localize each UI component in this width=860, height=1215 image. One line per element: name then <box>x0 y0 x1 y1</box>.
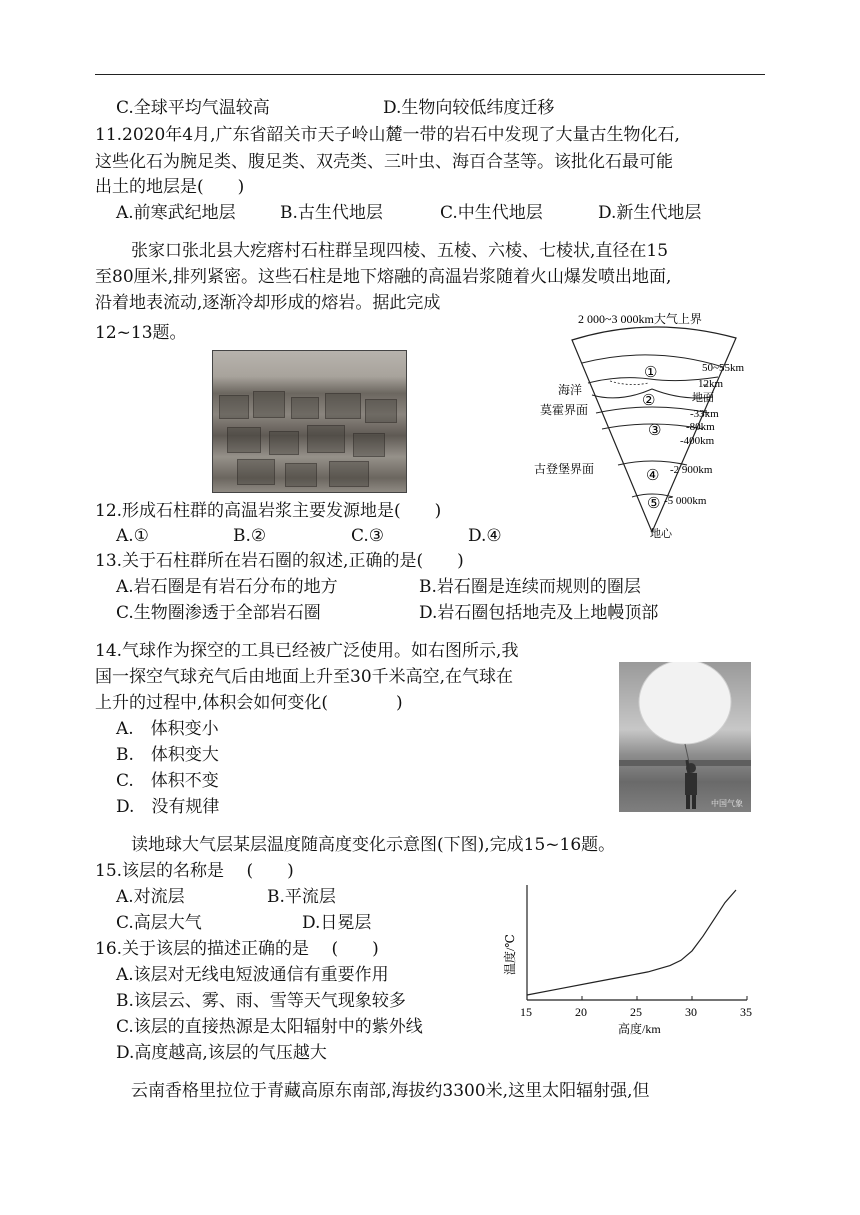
balloon-watermark: 中国气象 <box>711 799 743 808</box>
x-tick-label: 35 <box>740 1005 752 1019</box>
earth-left-label-ocean: 海洋 <box>558 383 583 397</box>
stone-columns-photo <box>212 350 407 493</box>
q16-option-b: B.该层云、雾、雨、雪等天气现象较多 <box>116 991 406 1011</box>
q11-stem-line1: 11.2020年4月,广东省韶关市天子岭山麓一带的岩石中发现了大量古生物化石, <box>95 125 680 145</box>
passage-15-16: 读地球大气层某层温度随高度变化示意图(下图),完成15~16题。 <box>131 835 616 855</box>
passage-12-13-line2: 至80厘米,排列紧密。这些石柱是地下熔融的高温岩浆随着火山爆发喷出地面, <box>95 267 672 287</box>
q14-option-b: B. 体积变大 <box>116 745 219 765</box>
earth-right-label-9: 地心 <box>650 528 672 540</box>
q11-option-d: D.新生代地层 <box>598 203 702 223</box>
earth-circled-1: ① <box>644 365 658 381</box>
earth-left-label-moho: 莫霍界面 <box>540 403 589 417</box>
y-axis-label: 温度/℃ <box>503 934 517 975</box>
q11-option-a: A.前寒武纪地层 <box>116 203 236 223</box>
q12-option-c: C.③ <box>351 526 385 546</box>
x-axis-label: 高度/km <box>618 1022 661 1036</box>
earth-layers-diagram <box>530 305 770 545</box>
earth-circled-3: ③ <box>648 423 662 439</box>
x-tick-label: 20 <box>575 1005 587 1019</box>
q16-stem: 16.关于该层的描述正确的是 ( ) <box>95 939 379 959</box>
earth-right-label-3: 地面 <box>692 392 714 404</box>
q11-stem-line3: 出土的地层是( ) <box>95 177 245 197</box>
q14-stem-line1: 14.气球作为探空的工具已经被广泛使用。如右图所示,我 <box>95 641 519 661</box>
q13-option-a: A.岩石圈是有岩石分布的地方 <box>116 577 338 597</box>
q16-option-d: D.高度越高,该层的气压越大 <box>116 1043 327 1063</box>
q14-stem-line3: 上升的过程中,体积会如何变化( ) <box>95 693 403 713</box>
q13-option-d: D.岩石圈包括地壳及上地幔顶部 <box>419 603 659 623</box>
earth-circled-5: ⑤ <box>647 496 661 512</box>
q15-option-c: C.高层大气 <box>116 913 202 933</box>
earth-right-label-7: -2 900km <box>670 464 713 476</box>
temperature-series-line <box>527 890 736 995</box>
q11-option-c: C.中生代地层 <box>440 203 543 223</box>
q14-option-c: C. 体积不变 <box>116 771 219 791</box>
q15-option-a: A.对流层 <box>116 887 185 907</box>
q11-stem-line2: 这些化石为腕足类、腹足类、双壳类、三叶虫、海百合茎等。该批化石最可能 <box>95 152 673 172</box>
q13-option-b: B.岩石圈是连续而规则的圈层 <box>419 577 641 597</box>
q12-option-b: B.② <box>233 526 267 546</box>
balloon-photo <box>619 662 751 812</box>
earth-circled-2: ② <box>642 393 656 409</box>
q16-option-c: C.该层的直接热源是太阳辐射中的紫外线 <box>116 1017 423 1037</box>
q13-option-c: C.生物圈渗透于全部岩石圈 <box>116 603 321 623</box>
earth-label-top: 2 000~3 000km大气上界 <box>578 312 702 326</box>
q14-option-d: D. 没有规律 <box>116 797 220 817</box>
q15-option-b: B.平流层 <box>267 887 336 907</box>
temperature-altitude-chart <box>490 880 770 1040</box>
earth-right-label-2: 12km <box>698 378 724 390</box>
earth-right-label-5: -80km <box>686 421 715 433</box>
x-tick-label: 30 <box>685 1005 697 1019</box>
header-rule <box>95 74 765 75</box>
earth-right-label-4: -33km <box>690 408 719 420</box>
passage-final: 云南香格里拉位于青藏高原东南部,海拔约3300米,这里太阳辐射强,但 <box>131 1081 650 1101</box>
passage-12-13-line4: 12~13题。 <box>95 323 187 343</box>
q10-option-c: C.全球平均气温较高 <box>116 98 270 118</box>
q10-option-d: D.生物向较低纬度迁移 <box>383 98 555 118</box>
q12-stem: 12.形成石柱群的高温岩浆主要发源地是( ) <box>95 501 442 521</box>
earth-circled-4: ④ <box>646 468 660 484</box>
x-tick-label: 25 <box>630 1005 642 1019</box>
passage-12-13-line3: 沿着地表流动,逐渐冷却形成的熔岩。据此完成 <box>95 293 441 313</box>
passage-12-13-line1: 张家口张北县大疙瘩村石柱群呈现四棱、五棱、六棱、七棱状,直径在15 <box>131 241 669 261</box>
q15-option-d: D.日冕层 <box>302 913 372 933</box>
earth-left-label-gutenberg: 古登堡界面 <box>534 462 595 476</box>
q14-stem-line2: 国一探空气球充气后由地面上升至30千米高空,在气球在 <box>95 667 514 687</box>
q12-option-a: A.① <box>116 526 149 546</box>
q15-stem: 15.该层的名称是 ( ) <box>95 861 294 881</box>
q12-option-d: D.④ <box>468 526 502 546</box>
q11-option-b: B.古生代地层 <box>280 203 383 223</box>
q14-option-a: A. 体积变小 <box>116 719 219 739</box>
earth-right-label-1: 50~55km <box>702 362 745 374</box>
x-tick-label: 15 <box>520 1005 532 1019</box>
q13-stem: 13.关于石柱群所在岩石圈的叙述,正确的是( ) <box>95 551 464 571</box>
earth-right-label-8: -5 000km <box>664 495 707 507</box>
earth-right-label-6: -400km <box>680 435 715 447</box>
q16-option-a: A.该层对无线电短波通信有重要作用 <box>116 965 389 985</box>
